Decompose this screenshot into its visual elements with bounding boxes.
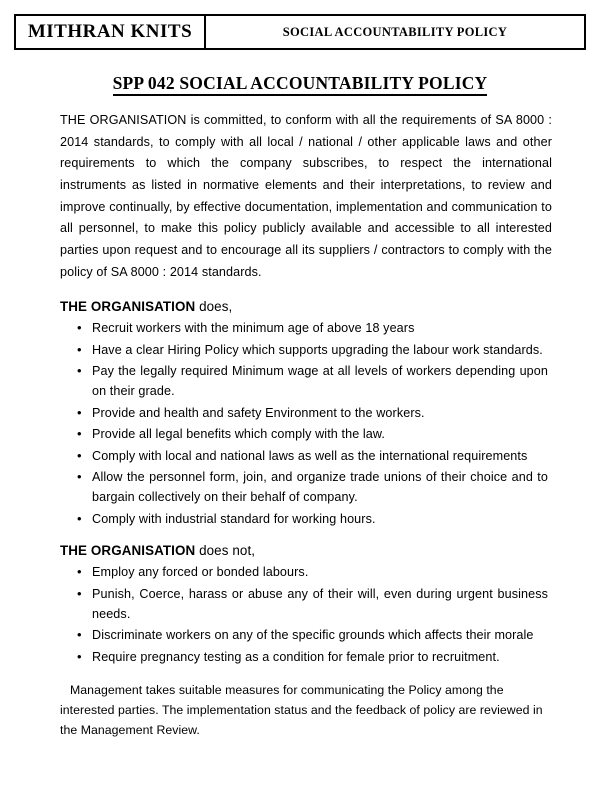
document-body: [14, 110, 586, 741]
page-title-text: SPP 042 SOCIAL ACCOUNTABILITY POLICY: [113, 73, 488, 96]
list-item: • Pay the legally required Minimum wage at all levels of workers depending upon on their grade.: [92, 361, 552, 402]
section-heading-does-not: [60, 543, 552, 558]
header-title-cell: [206, 16, 584, 48]
list-item: • Comply with local and national laws as well as the international requirements: [92, 446, 552, 466]
section-heading-does: [60, 299, 552, 314]
list-item: • Recruit workers with the minimum age of above 18 years: [92, 318, 552, 338]
section-heading-does-bold: THE ORGANISATION: [60, 299, 196, 315]
company-name: MITHRAN KNITS: [27, 21, 193, 42]
header-title-text: SOCIAL ACCOUNTABILITY POLICY: [282, 24, 508, 39]
section-heading-does-not-bold: THE ORGANISATION: [60, 543, 196, 559]
list-item: • Require pregnancy testing as a condition for female prior to recruitment.: [92, 647, 552, 667]
list-item: • Provide all legal benefits which comply with the law.: [92, 424, 552, 444]
list-item: • Have a clear Hiring Policy which supports upgrading the labour work standards.: [92, 340, 552, 360]
does-list: [60, 318, 552, 529]
section-heading-does-not-rest: does not,: [195, 543, 256, 559]
section-heading-does-rest: does,: [195, 299, 233, 315]
intro-paragraph: THE ORGANISATION is committed, to conform with all the requirements of SA 8000 : 2014 standards, to comply with all local / national / other applicable laws and other requirements to which the company subscribes, to respect the international instruments as listed in normative elements and their interpretations, to review and improve continually, by effective documentation, implementation and communication to all personnel, to make this policy publicly available and accessible to all interested parties upon request and to encourage all its suppliers / contractors to comply with the policy of SA 8000 : 2014 standards.: [60, 113, 552, 279]
list-item: • Punish, Coerce, harass or abuse any of their will, even during urgent business needs.: [92, 584, 552, 625]
list-item: • Provide and health and safety Environment to the workers.: [92, 403, 552, 423]
does-not-list: [60, 562, 552, 667]
document-header: [14, 14, 586, 50]
list-item: • Discriminate workers on any of the specific grounds which affects their morale: [92, 625, 552, 645]
page-title: [14, 73, 586, 94]
list-item: • Comply with industrial standard for working hours.: [92, 509, 552, 529]
list-item: • Employ any forced or bonded labours.: [92, 562, 552, 582]
closing-paragraph: Management takes suitable measures for communicating the Policy among the interested parties. The implementation status and the feedback of policy are reviewed in the Management Review.: [60, 683, 543, 737]
list-item: • Allow the personnel form, join, and organize trade unions of their choice and to bargain collectively on their behalf of company.: [92, 467, 552, 508]
company-logo-cell: [16, 16, 206, 48]
